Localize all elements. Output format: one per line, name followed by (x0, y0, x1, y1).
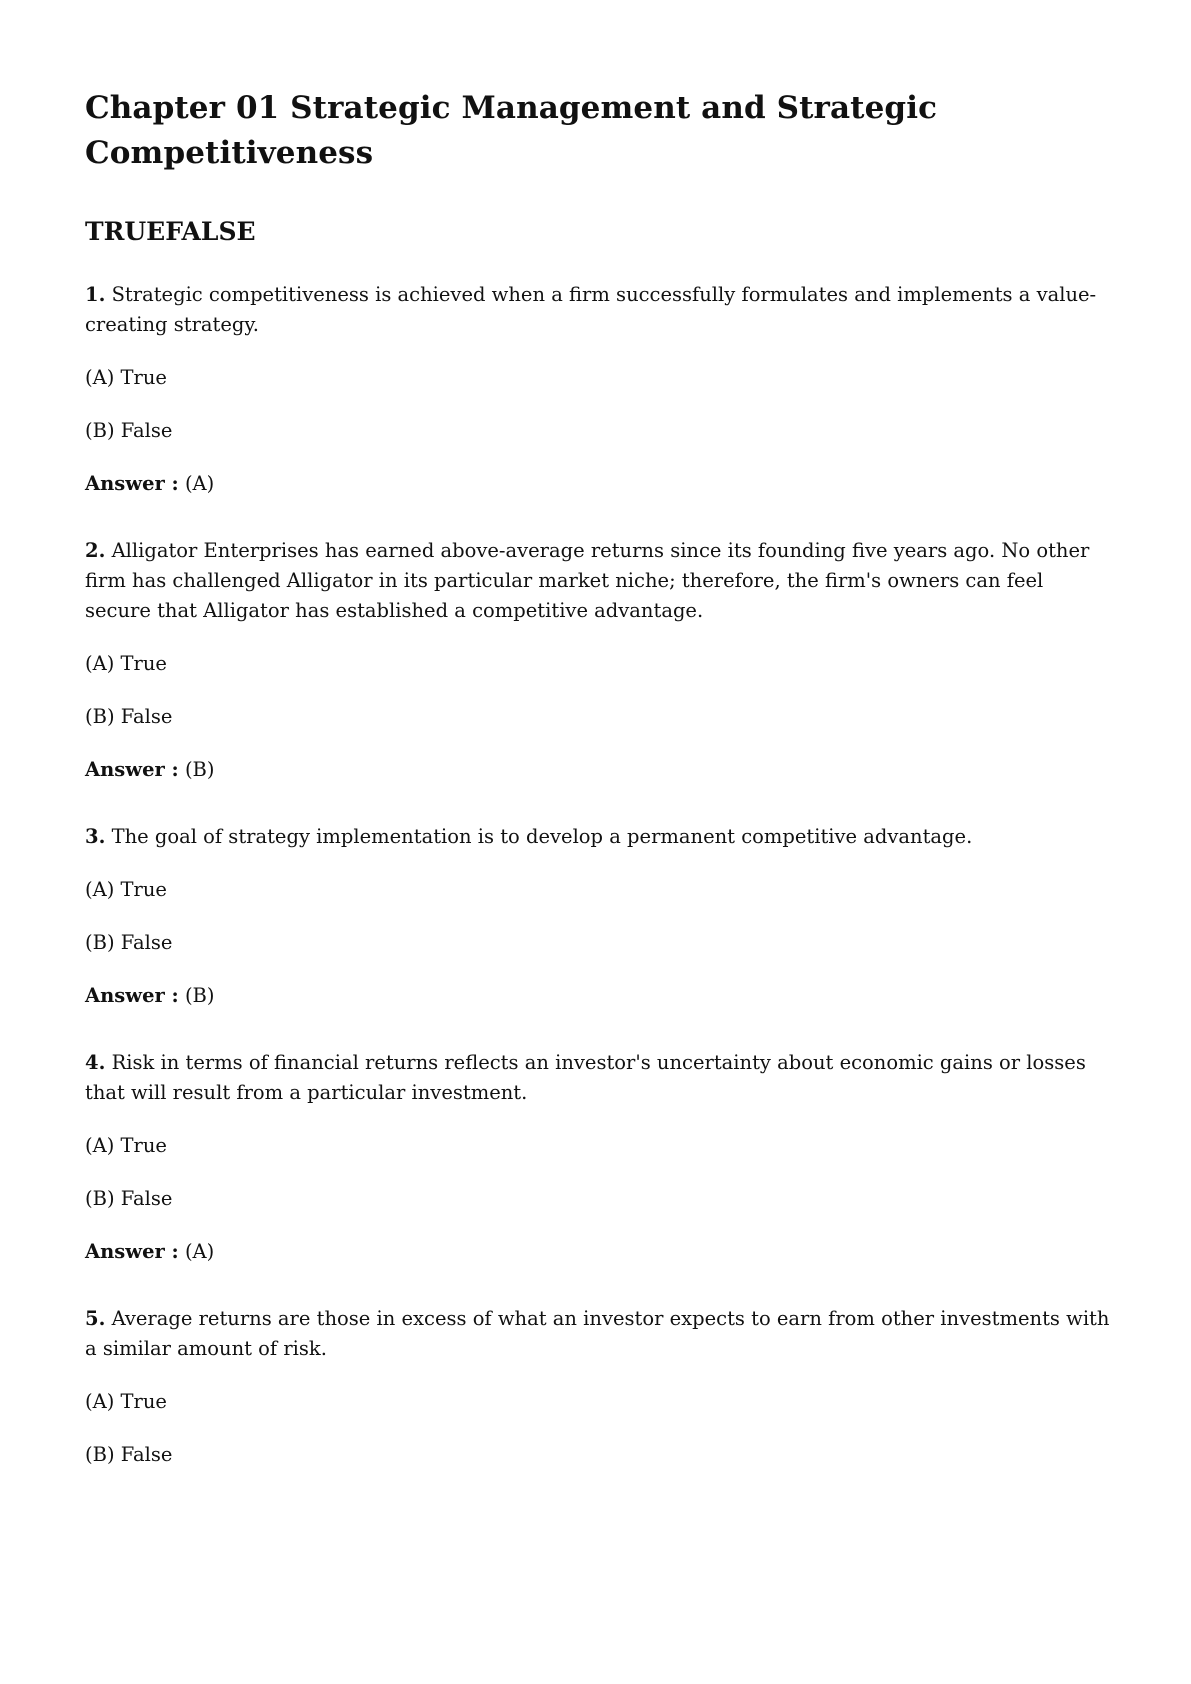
answer-value: (B) (184, 758, 215, 781)
question-body: Average returns are those in excess of what an investor expects to earn from other investments with a similar amount of risk. (85, 1307, 1110, 1360)
question-text (85, 1048, 1111, 1108)
question-text (85, 822, 1111, 852)
question-text (85, 1304, 1111, 1364)
question-number: 1. (85, 283, 106, 306)
option-b: (B) False (85, 705, 173, 728)
question-1 (85, 280, 1111, 499)
question-body: Alligator Enterprises has earned above-average returns since its founding five years ago. No other firm has challenged Alligator in its particular market niche; therefore, the firm's owners can feel secure that Alligator has established a competitive advantage. (85, 539, 1090, 622)
answer-label: Answer : (85, 984, 179, 1007)
option-a: (A) True (85, 366, 167, 389)
option-b: (B) False (85, 419, 173, 442)
question-4 (85, 1048, 1111, 1267)
question-number: 4. (85, 1051, 106, 1074)
question-body: Strategic competitiveness is achieved when a firm successfully formulates and implements a value-creating strategy. (85, 283, 1097, 336)
question-number: 5. (85, 1307, 106, 1330)
answer-value: (A) (184, 1240, 215, 1263)
question-body: Risk in terms of financial returns reflects an investor's uncertainty about economic gains or losses that will result from a particular investment. (85, 1051, 1086, 1104)
answer-line (85, 981, 1111, 1011)
answer-value: (A) (184, 472, 215, 495)
answer-line (85, 1237, 1111, 1267)
answer-label: Answer : (85, 472, 179, 495)
answer-label: Answer : (85, 1240, 179, 1263)
question-body: The goal of strategy implementation is to develop a permanent competitive advantage. (111, 825, 973, 848)
question-3 (85, 822, 1111, 1011)
answer-value: (B) (184, 984, 215, 1007)
question-number: 2. (85, 539, 106, 562)
option-b: (B) False (85, 931, 173, 954)
question-number: 3. (85, 825, 106, 848)
question-text (85, 280, 1111, 340)
option-a: (A) True (85, 1134, 167, 1157)
chapter-title: Chapter 01 Strategic Management and Strategic Competitiveness (85, 90, 938, 171)
answer-line (85, 755, 1111, 785)
option-b: (B) False (85, 1443, 173, 1466)
section-title: TRUEFALSE (85, 217, 256, 246)
option-a: (A) True (85, 878, 167, 901)
answer-label: Answer : (85, 758, 179, 781)
answer-line (85, 469, 1111, 499)
option-a: (A) True (85, 652, 167, 675)
question-text (85, 536, 1111, 626)
question-5 (85, 1304, 1111, 1470)
option-b: (B) False (85, 1187, 173, 1210)
question-2 (85, 536, 1111, 785)
option-a: (A) True (85, 1390, 167, 1413)
